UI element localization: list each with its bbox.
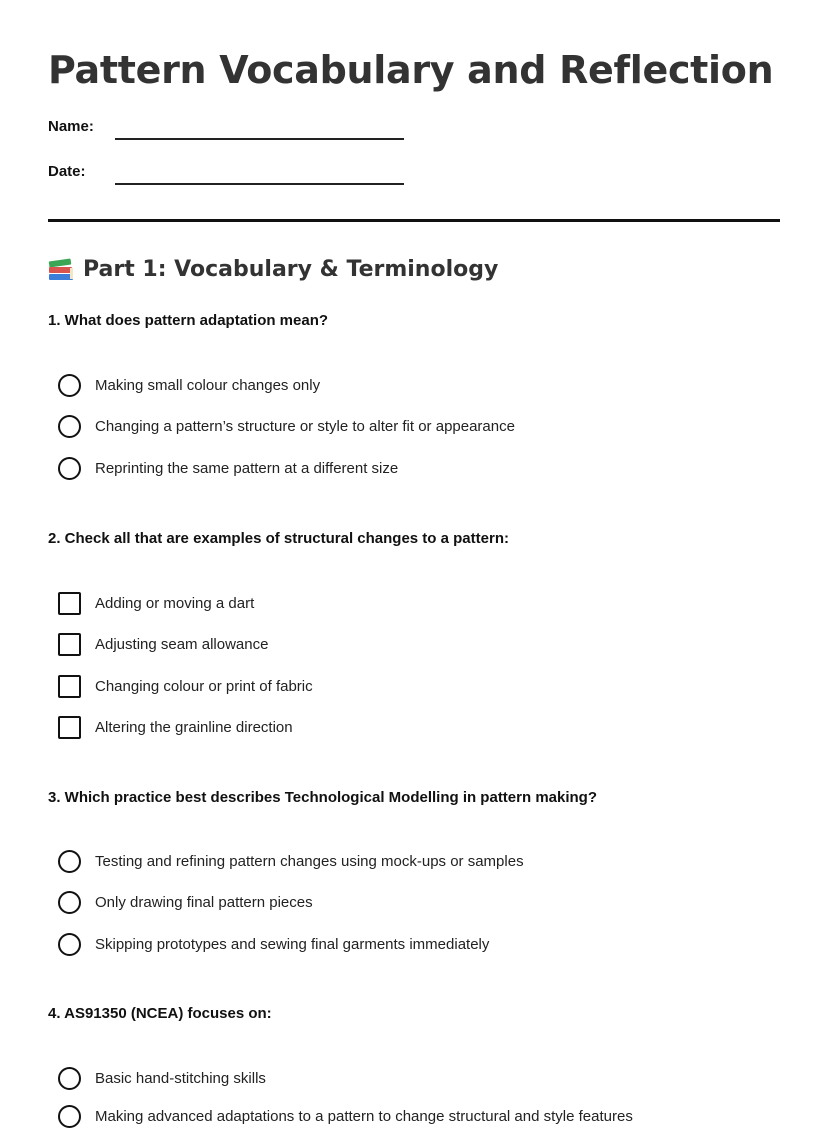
q3-option-2[interactable] [58,890,313,914]
section-heading-text: Part 1: Vocabulary & Terminology [83,257,499,282]
books-icon [48,258,74,282]
q2-option-3[interactable] [58,674,313,698]
option-label: Reprinting the same pattern at a different size [95,459,399,477]
q2-option-1[interactable] [58,591,254,615]
option-label: Making small colour changes only [95,376,321,394]
q4-option-2[interactable] [58,1104,633,1128]
radio-button[interactable] [58,933,81,956]
header-divider [48,219,780,222]
q3-option-1[interactable] [58,849,524,873]
q1-option-1[interactable] [58,373,320,397]
checkbox[interactable] [58,592,81,615]
name-label: Name: [48,118,94,135]
option-label: Changing a pattern’s structure or style to alter fit or appearance [95,417,515,435]
question-1: 1. What does pattern adaptation mean? [48,312,329,329]
radio-button[interactable] [58,374,81,397]
checkbox[interactable] [58,675,81,698]
checkbox[interactable] [58,716,81,739]
date-label: Date: [48,163,86,180]
checkbox[interactable] [58,633,81,656]
q2-option-4[interactable] [58,715,293,739]
option-label: Skipping prototypes and sewing final garments immediately [95,935,490,953]
option-label: Making advanced adaptations to a pattern to change structural and style features [95,1107,633,1125]
name-field[interactable] [115,138,404,140]
question-2: 2. Check all that are examples of structural changes to a pattern: [48,530,509,547]
date-field[interactable] [115,183,404,185]
option-label: Changing colour or print of fabric [95,677,313,695]
option-label: Altering the grainline direction [95,718,293,736]
option-label: Testing and refining pattern changes using mock-ups or samples [95,852,524,870]
option-label: Only drawing final pattern pieces [95,893,313,911]
option-label: Adding or moving a dart [95,594,255,612]
q2-option-2[interactable] [58,632,268,656]
radio-button[interactable] [58,1105,81,1128]
q1-option-2[interactable] [58,414,515,438]
q3-option-3[interactable] [58,932,489,956]
question-3: 3. Which practice best describes Technological Modelling in pattern making? [48,789,597,806]
radio-button[interactable] [58,457,81,480]
question-4: 4. AS91350 (NCEA) focuses on: [48,1005,272,1022]
radio-button[interactable] [58,891,81,914]
option-label: Adjusting seam allowance [95,635,269,653]
q1-option-3[interactable] [58,456,398,480]
radio-button[interactable] [58,415,81,438]
radio-button[interactable] [58,1067,81,1090]
option-label: Basic hand-stitching skills [95,1069,266,1087]
date-field-row [48,163,448,193]
radio-button[interactable] [58,850,81,873]
q4-option-1[interactable] [58,1066,266,1090]
page-title: Pattern Vocabulary and Reflection [48,48,774,92]
name-field-row [48,118,448,148]
section-heading-part-1 [48,257,498,282]
